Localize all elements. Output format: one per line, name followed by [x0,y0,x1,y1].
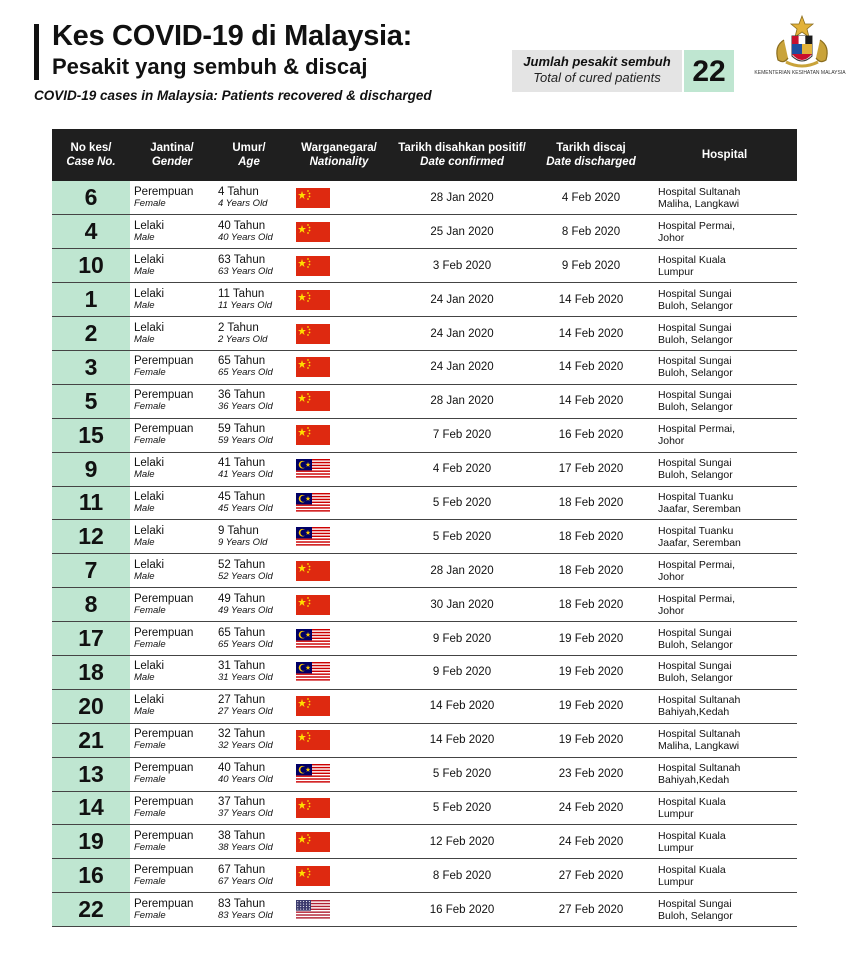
total-cured-box [512,50,734,92]
age-cell: 9 Tahun 9 Years Old [218,524,268,548]
usa-flag-icon [284,893,394,927]
date-discharged: 14 Feb 2020 [558,395,624,408]
date-discharged: 14 Feb 2020 [558,361,624,374]
date-discharged: 18 Feb 2020 [558,564,624,577]
col-header-date-discharged: Tarikh discaj Date discharged [546,142,636,168]
case-number: 17 [52,622,130,656]
date-confirmed: 24 Jan 2020 [430,361,494,374]
col-header-hospital: Hospital [701,149,748,161]
hospital-cell: Hospital Permai, Johor [658,219,736,244]
date-confirmed: 14 Feb 2020 [429,734,495,747]
moh-crest-caption: KEMENTERIAN KESIHATAN MALAYSIA [754,70,846,76]
date-confirmed: 14 Feb 2020 [429,700,495,713]
case-number: 21 [52,723,130,757]
case-number: 2 [52,317,130,351]
hospital-cell: Hospital Sungai Buloh, Selangor [658,389,733,414]
gender-cell: Lelaki Male [134,321,165,345]
china-flag-icon [284,384,394,418]
gender-cell: Perempuan Female [134,829,194,853]
malaysia-flag-icon [284,757,394,791]
table-row [52,825,797,859]
date-confirmed: 8 Feb 2020 [432,869,492,882]
table-row [52,859,797,893]
age-cell: 40 Tahun 40 Years Old [218,762,273,786]
date-discharged: 18 Feb 2020 [558,530,624,543]
case-number: 10 [52,249,130,283]
date-discharged: 19 Feb 2020 [558,734,624,747]
age-cell: 40 Tahun 40 Years Old [218,219,273,243]
age-cell: 65 Tahun 65 Years Old [218,355,273,379]
hospital-cell: Hospital Tuanku Jaafar, Seremban [658,490,741,515]
malaysia-flag-icon [284,452,394,486]
gender-cell: Lelaki Male [134,694,165,718]
hospital-cell: Hospital Sungai Buloh, Selangor [658,355,733,380]
title-accent-bar [34,24,39,80]
table-row [52,757,797,791]
date-discharged: 18 Feb 2020 [558,496,624,509]
page-title: Kes COVID-19 di Malaysia: [52,20,412,52]
date-discharged: 16 Feb 2020 [558,429,624,442]
date-confirmed: 16 Feb 2020 [429,903,495,916]
gender-cell: Lelaki Male [134,660,165,684]
date-confirmed: 9 Feb 2020 [432,666,492,679]
case-number: 8 [52,588,130,622]
total-label-en: Total of cured patients [533,70,661,85]
gender-cell: Perempuan Female [134,423,194,447]
china-flag-icon [284,215,394,249]
gender-cell: Perempuan Female [134,185,194,209]
hospital-cell: Hospital Tuanku Jaafar, Seremban [658,524,741,549]
china-flag-icon [284,249,394,283]
case-number: 4 [52,215,130,249]
date-discharged: 14 Feb 2020 [558,327,624,340]
china-flag-icon [284,350,394,384]
table-row [52,723,797,757]
page-subtitle: COVID-19 cases in Malaysia: Patients recovered & discharged [34,88,432,103]
hospital-cell: Hospital Sultanah Maliha, Langkawi [658,185,741,210]
case-number: 13 [52,757,130,791]
page-title-line2: Pesakit yang sembuh & discaj [52,54,368,79]
case-number: 19 [52,825,130,859]
age-cell: 2 Tahun 2 Years Old [218,321,268,345]
china-flag-icon [284,588,394,622]
date-confirmed: 28 Jan 2020 [430,564,494,577]
china-flag-icon [284,825,394,859]
age-cell: 37 Tahun 37 Years Old [218,795,273,819]
date-discharged: 19 Feb 2020 [558,700,624,713]
total-label-ms: Jumlah pesakit sembuh [523,54,671,69]
gender-cell: Perempuan Female [134,592,194,616]
date-discharged: 24 Feb 2020 [558,801,624,814]
china-flag-icon [284,689,394,723]
date-discharged: 4 Feb 2020 [561,191,621,204]
case-number: 1 [52,283,130,317]
gender-cell: Perempuan Female [134,389,194,413]
date-confirmed: 25 Jan 2020 [430,225,494,238]
age-cell: 67 Tahun 67 Years Old [218,863,273,887]
date-discharged: 27 Feb 2020 [558,903,624,916]
date-confirmed: 28 Jan 2020 [430,191,494,204]
total-cured-value: 22 [684,50,734,92]
hospital-cell: Hospital Permai, Johor [658,592,736,617]
gender-cell: Lelaki Male [134,524,165,548]
age-cell: 36 Tahun 36 Years Old [218,389,273,413]
case-number: 9 [52,452,130,486]
china-flag-icon [284,791,394,825]
case-number: 20 [52,689,130,723]
table-row [52,452,797,486]
table-row [52,249,797,283]
table-row [52,350,797,384]
col-header-age: Umur/ Age [232,142,266,168]
hospital-cell: Hospital Sungai Buloh, Selangor [658,321,733,346]
date-discharged: 9 Feb 2020 [561,259,621,272]
age-cell: 65 Tahun 65 Years Old [218,626,273,650]
malaysia-flag-icon [284,520,394,554]
china-flag-icon [284,317,394,351]
china-flag-icon [284,283,394,317]
age-cell: 49 Tahun 49 Years Old [218,592,273,616]
hospital-cell: Hospital Sungai Buloh, Selangor [658,287,733,312]
date-confirmed: 9 Feb 2020 [432,632,492,645]
china-flag-icon [284,859,394,893]
gender-cell: Perempuan Female [134,795,194,819]
case-number: 16 [52,859,130,893]
col-header-date-confirmed: Tarikh disahkan positif/ Date confirmed [398,142,526,168]
gender-cell: Perempuan Female [134,897,194,921]
hospital-cell: Hospital Sultanah Bahiyah,Kedah [658,694,741,719]
case-number: 18 [52,655,130,689]
gender-cell: Lelaki Male [134,287,165,311]
malaysia-flag-icon [284,486,394,520]
date-confirmed: 24 Jan 2020 [430,327,494,340]
date-confirmed: 5 Feb 2020 [432,496,492,509]
hospital-cell: Hospital Kuala Lumpur [658,863,726,888]
table-row [52,554,797,588]
case-number: 12 [52,520,130,554]
table-row [52,655,797,689]
gender-cell: Lelaki Male [134,457,165,481]
gender-cell: Perempuan Female [134,355,194,379]
gender-cell: Perempuan Female [134,863,194,887]
malaysia-flag-icon [284,655,394,689]
age-cell: 59 Tahun 59 Years Old [218,423,273,447]
age-cell: 4 Tahun 4 Years Old [218,185,268,209]
gender-cell: Lelaki Male [134,558,165,582]
table-row [52,791,797,825]
hospital-cell: Hospital Sultanah Bahiyah,Kedah [658,762,741,787]
age-cell: 52 Tahun 52 Years Old [218,558,273,582]
hospital-cell: Hospital Kuala Lumpur [658,253,726,278]
age-cell: 31 Tahun 31 Years Old [218,660,273,684]
table-row [52,384,797,418]
hospital-cell: Hospital Sungai Buloh, Selangor [658,897,733,922]
age-cell: 63 Tahun 63 Years Old [218,253,273,277]
date-confirmed: 12 Feb 2020 [429,835,495,848]
case-number: 15 [52,418,130,452]
date-confirmed: 5 Feb 2020 [432,768,492,781]
col-header-gender: Jantina/ Gender [150,142,194,168]
hospital-cell: Hospital Kuala Lumpur [658,829,726,854]
age-cell: 11 Tahun 11 Years Old [218,287,273,311]
china-flag-icon [284,181,394,215]
age-cell: 45 Tahun 45 Years Old [218,490,273,514]
age-cell: 83 Tahun 83 Years Old [218,897,273,921]
malaysia-flag-icon [284,622,394,656]
china-flag-icon [284,723,394,757]
gender-cell: Lelaki Male [134,219,165,243]
hospital-cell: Hospital Sungai Buloh, Selangor [658,457,733,482]
gender-cell: Lelaki Male [134,253,165,277]
date-discharged: 23 Feb 2020 [558,768,624,781]
table-row [52,622,797,656]
col-header-case: No kes/ Case No. [66,142,116,168]
moh-crest-icon [762,12,842,92]
case-number: 11 [52,486,130,520]
table-row [52,588,797,622]
hospital-cell: Hospital Sungai Buloh, Selangor [658,626,733,651]
table-row [52,689,797,723]
case-number: 6 [52,181,130,215]
date-confirmed: 7 Feb 2020 [432,429,492,442]
table-row [52,317,797,351]
date-discharged: 17 Feb 2020 [558,463,624,476]
age-cell: 27 Tahun 27 Years Old [218,694,273,718]
age-cell: 32 Tahun 32 Years Old [218,728,273,752]
date-confirmed: 24 Jan 2020 [430,293,494,306]
date-confirmed: 30 Jan 2020 [430,598,494,611]
table-row [52,283,797,317]
table-row [52,215,797,249]
gender-cell: Lelaki Male [134,490,165,514]
date-discharged: 19 Feb 2020 [558,666,624,679]
gender-cell: Perempuan Female [134,728,194,752]
total-cured-label [512,50,682,92]
gender-cell: Perempuan Female [134,626,194,650]
date-confirmed: 4 Feb 2020 [432,463,492,476]
gender-cell: Perempuan Female [134,762,194,786]
table-row [52,181,797,215]
date-discharged: 18 Feb 2020 [558,598,624,611]
china-flag-icon [284,418,394,452]
hospital-cell: Hospital Sultanah Maliha, Langkawi [658,728,741,753]
date-discharged: 8 Feb 2020 [561,225,621,238]
case-number: 14 [52,791,130,825]
china-flag-icon [284,554,394,588]
date-confirmed: 5 Feb 2020 [432,530,492,543]
date-discharged: 24 Feb 2020 [558,835,624,848]
date-discharged: 14 Feb 2020 [558,293,624,306]
age-cell: 41 Tahun 41 Years Old [218,457,273,481]
case-number: 5 [52,384,130,418]
date-discharged: 19 Feb 2020 [558,632,624,645]
date-discharged: 27 Feb 2020 [558,869,624,882]
table-header-row [52,129,797,181]
table-row [52,486,797,520]
hospital-cell: Hospital Kuala Lumpur [658,795,726,820]
table-row [52,520,797,554]
case-number: 22 [52,893,130,927]
age-cell: 38 Tahun 38 Years Old [218,829,273,853]
case-number: 7 [52,554,130,588]
col-header-nationality: Warganegara/ Nationality [301,142,377,168]
hospital-cell: Hospital Permai, Johor [658,558,736,583]
table-row [52,893,797,927]
hospital-cell: Hospital Permai, Johor [658,423,736,448]
date-confirmed: 28 Jan 2020 [430,395,494,408]
case-number: 3 [52,350,130,384]
table-body [52,181,797,927]
table-row [52,418,797,452]
cases-table [52,129,797,927]
date-confirmed: 5 Feb 2020 [432,801,492,814]
infographic-header [0,0,850,128]
date-confirmed: 3 Feb 2020 [432,259,492,272]
hospital-cell: Hospital Sungai Buloh, Selangor [658,660,733,685]
